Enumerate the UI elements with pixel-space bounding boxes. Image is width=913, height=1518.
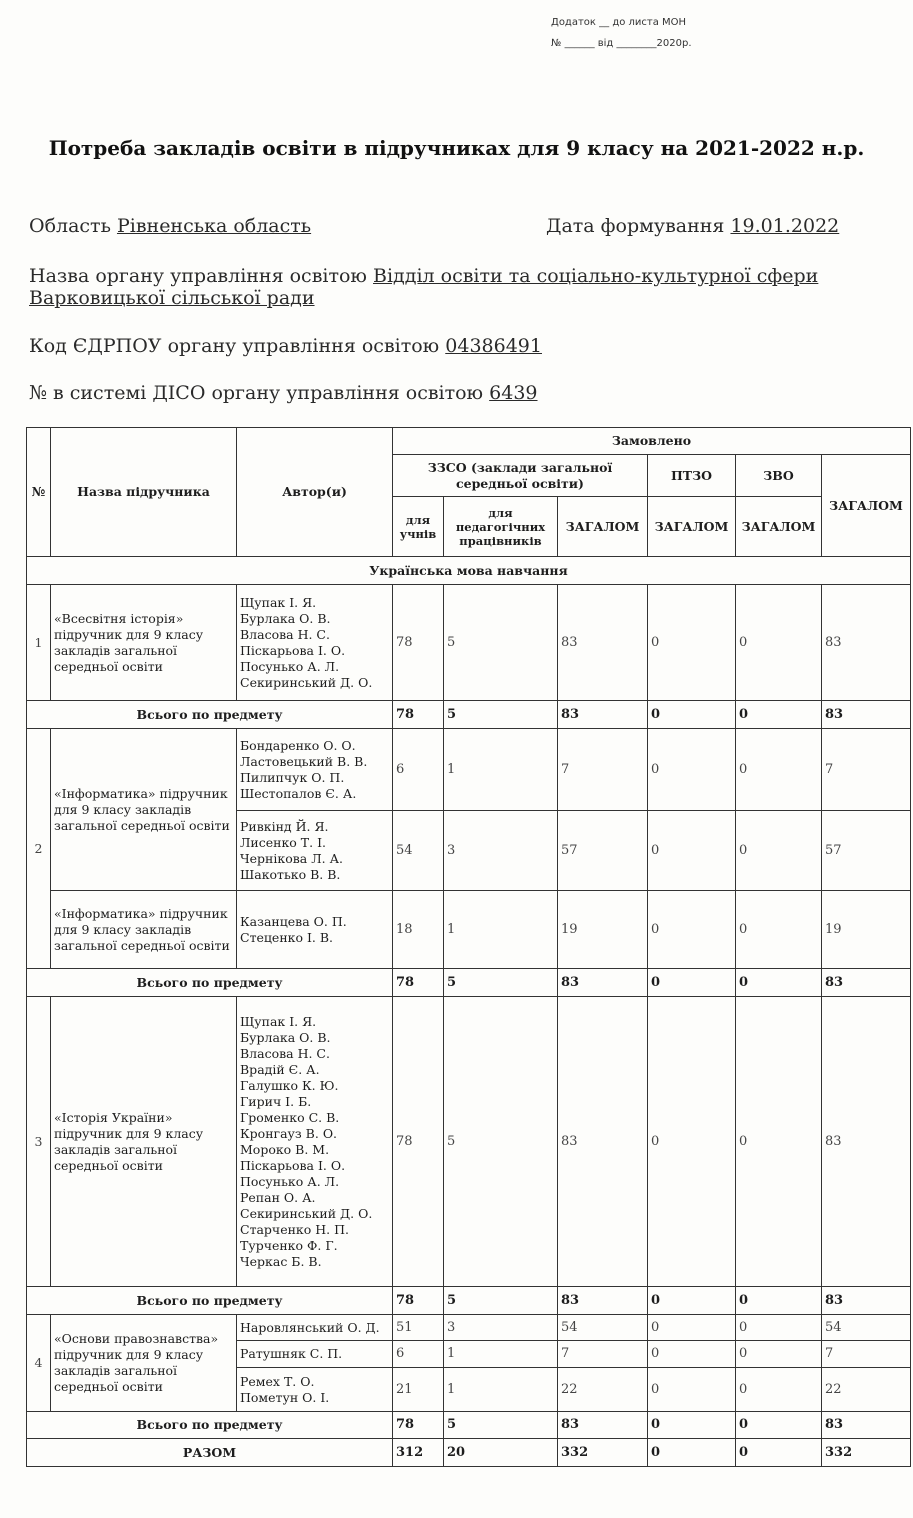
header-note — [551, 12, 692, 54]
total-zzso: 83 — [558, 1412, 648, 1439]
value-teachers: 3 — [444, 811, 558, 891]
diso-value: 6439 — [489, 382, 538, 404]
grand-zvo: 0 — [736, 1439, 822, 1467]
total-ptzo: 0 — [648, 701, 736, 729]
section-row: Українська мова навчання — [27, 557, 911, 585]
value-pupils: 54 — [393, 811, 444, 891]
value-pupils: 78 — [393, 585, 444, 701]
total-all: 83 — [822, 969, 911, 997]
value-zzso-total: 83 — [558, 585, 648, 701]
row-number: 1 — [27, 585, 51, 701]
grand-teachers: 20 — [444, 1439, 558, 1467]
table-row — [27, 585, 911, 701]
author: Власова Н. С. — [240, 626, 330, 642]
author: Бурлака О. В. — [240, 610, 331, 626]
value-pupils: 6 — [393, 1341, 444, 1368]
authority-label: Назва органу управління освітою — [29, 265, 367, 287]
col-header-zzso-total: ЗАГАЛОМ — [558, 497, 648, 557]
subject-total-label: Всього по предмету — [27, 1412, 393, 1439]
authors-cell — [237, 891, 393, 969]
edrpou-line — [29, 335, 542, 357]
value-teachers: 1 — [444, 1341, 558, 1368]
value-zzso-total: 83 — [558, 997, 648, 1287]
value-pupils: 78 — [393, 997, 444, 1287]
value-total: 83 — [822, 997, 911, 1287]
grand-pupils: 312 — [393, 1439, 444, 1467]
author: Власова Н. С. — [240, 1045, 330, 1061]
value-pupils: 18 — [393, 891, 444, 969]
author: Шестопалов Є. А. — [240, 785, 357, 801]
value-zvo: 0 — [736, 891, 822, 969]
total-teachers: 5 — [444, 969, 558, 997]
value-teachers: 1 — [444, 1368, 558, 1412]
author: Старченко Н. П. — [240, 1221, 349, 1237]
value-total: 83 — [822, 585, 911, 701]
value-zzso-total: 57 — [558, 811, 648, 891]
total-teachers: 5 — [444, 1287, 558, 1315]
page-title: Потреба закладів освіти в підручниках для 9 класу на 2021-2022 н.р. — [48, 136, 865, 160]
value-ptzo: 0 — [648, 811, 736, 891]
edrpou-label: Код ЄДРПОУ органу управління освітою — [29, 335, 440, 357]
total-zzso: 83 — [558, 701, 648, 729]
region-line — [29, 215, 311, 237]
value-zvo: 0 — [736, 1315, 822, 1341]
authority-line — [29, 265, 818, 309]
author: Пометун О. І. — [240, 1389, 330, 1405]
subject-total-label: Всього по предмету — [27, 969, 393, 997]
book-title: «Основи правознавства» підручник для 9 класу закладів загальної середньої освіти — [51, 1315, 237, 1412]
total-zzso: 83 — [558, 969, 648, 997]
author: Щупак І. Я. — [240, 1013, 317, 1029]
total-zvo: 0 — [736, 1287, 822, 1315]
authors-cell — [237, 729, 393, 811]
value-ptzo: 0 — [648, 729, 736, 811]
book-title: «Історія України» підручник для 9 класу закладів загальної середньої освіти — [51, 997, 237, 1287]
value-teachers: 1 — [444, 891, 558, 969]
author: Мороко В. М. — [240, 1141, 330, 1157]
author: Лисенко Т. І. — [240, 834, 326, 850]
author: Пилипчук О. П. — [240, 769, 345, 785]
value-total: 54 — [822, 1315, 911, 1341]
textbook-table — [26, 427, 911, 1467]
author: Бурлака О. В. — [240, 1029, 331, 1045]
subject-total-row — [27, 701, 911, 729]
author: Гирич І. Б. — [240, 1093, 312, 1109]
total-pupils: 78 — [393, 969, 444, 997]
col-header-name: Назва підручника — [51, 428, 237, 557]
value-zzso-total: 7 — [558, 1341, 648, 1368]
author: Турченко Ф. Г. — [240, 1237, 338, 1253]
author: Кронгауз В. О. — [240, 1125, 338, 1141]
value-zzso-total: 54 — [558, 1315, 648, 1341]
book-title: «Інформатика» підручник для 9 класу закладів загальної середньої освіти — [51, 891, 237, 969]
total-pupils: 78 — [393, 1287, 444, 1315]
authors-cell — [237, 1368, 393, 1412]
total-zvo: 0 — [736, 969, 822, 997]
grand-total-row — [27, 1439, 911, 1467]
subject-total-row — [27, 969, 911, 997]
col-header-zzso: ЗЗСО (заклади загальної середньої освіти) — [393, 455, 648, 497]
author: Стеценко І. В. — [240, 929, 333, 945]
col-header-zvo-total: ЗАГАЛОМ — [736, 497, 822, 557]
total-pupils: 78 — [393, 1412, 444, 1439]
value-ptzo: 0 — [648, 1341, 736, 1368]
value-total: 22 — [822, 1368, 911, 1412]
table-row — [27, 1315, 911, 1341]
col-header-no: № — [27, 428, 51, 557]
value-zzso-total: 7 — [558, 729, 648, 811]
authors-cell — [237, 585, 393, 701]
authors-cell — [237, 1315, 393, 1341]
author: Піскарьова І. О. — [240, 1157, 346, 1173]
value-ptzo: 0 — [648, 891, 736, 969]
total-ptzo: 0 — [648, 1287, 736, 1315]
value-zvo: 0 — [736, 811, 822, 891]
value-pupils: 6 — [393, 729, 444, 811]
value-zvo: 0 — [736, 997, 822, 1287]
col-header-teachers: для педагогічних працівників — [444, 497, 558, 557]
region-value: Рівненська область — [116, 215, 312, 237]
diso-line — [29, 382, 538, 404]
total-all: 83 — [822, 1287, 911, 1315]
value-total: 57 — [822, 811, 911, 891]
author: Ластовецький В. В. — [240, 753, 368, 769]
total-ptzo: 0 — [648, 1412, 736, 1439]
col-header-zvo: ЗВО — [736, 455, 822, 497]
total-zvo: 0 — [736, 701, 822, 729]
authority-value-2: Варковицької сільської ради — [29, 287, 315, 309]
value-zvo: 0 — [736, 1368, 822, 1412]
author: Посунько А. Л. — [240, 1173, 340, 1189]
table-row — [27, 729, 911, 811]
author: Ремех Т. О. — [240, 1373, 315, 1389]
date-value: 19.01.2022 — [730, 215, 840, 237]
value-teachers: 1 — [444, 729, 558, 811]
value-teachers: 3 — [444, 1315, 558, 1341]
value-zzso-total: 19 — [558, 891, 648, 969]
subject-total-label: Всього по предмету — [27, 1287, 393, 1315]
author: Посунько А. Л. — [240, 658, 340, 674]
author: Секиринський Д. О. — [240, 674, 373, 690]
total-teachers: 5 — [444, 701, 558, 729]
author: Секиринський Д. О. — [240, 1205, 373, 1221]
region-label: Область — [29, 215, 111, 237]
author: Врадій Є. А. — [240, 1061, 320, 1077]
col-header-ptzo-total: ЗАГАЛОМ — [648, 497, 736, 557]
total-teachers: 5 — [444, 1412, 558, 1439]
author: Галушко К. Ю. — [240, 1077, 339, 1093]
col-header-pupils: для учнів — [393, 497, 444, 557]
value-zvo: 0 — [736, 585, 822, 701]
value-ptzo: 0 — [648, 997, 736, 1287]
value-teachers: 5 — [444, 997, 558, 1287]
col-header-author: Автор(и) — [237, 428, 393, 557]
author: Ривкінд Й. Я. — [240, 818, 329, 834]
author: Шакотько В. В. — [240, 866, 341, 882]
value-total: 7 — [822, 1341, 911, 1368]
total-all: 83 — [822, 701, 911, 729]
grand-ptzo: 0 — [648, 1439, 736, 1467]
subject-total-row — [27, 1287, 911, 1315]
subject-total-label: Всього по предмету — [27, 701, 393, 729]
date-line — [546, 215, 839, 237]
total-pupils: 78 — [393, 701, 444, 729]
value-zvo: 0 — [736, 1341, 822, 1368]
total-zzso: 83 — [558, 1287, 648, 1315]
header-note-line1: Додаток __ до листа МОН — [551, 17, 687, 28]
value-ptzo: 0 — [648, 1315, 736, 1341]
edrpou-value: 04386491 — [445, 335, 542, 357]
col-header-ordered: Замовлено — [393, 428, 911, 455]
authors-cell — [237, 811, 393, 891]
grand-zzso: 332 — [558, 1439, 648, 1467]
author: Репан О. А. — [240, 1189, 316, 1205]
author: Піскарьова І. О. — [240, 642, 346, 658]
authority-value-1: Відділ освіти та соціально-культурної сфери — [373, 265, 819, 287]
row-number: 3 — [27, 997, 51, 1287]
total-all: 83 — [822, 1412, 911, 1439]
diso-label: № в системі ДІСО органу управління освітою — [29, 382, 484, 404]
authors-cell — [237, 997, 393, 1287]
subject-total-row — [27, 1412, 911, 1439]
grand-all: 332 — [822, 1439, 911, 1467]
total-ptzo: 0 — [648, 969, 736, 997]
author: Щупак І. Я. — [240, 594, 317, 610]
value-total: 7 — [822, 729, 911, 811]
row-number: 4 — [27, 1315, 51, 1412]
author: Черкас Б. В. — [240, 1253, 322, 1269]
author: Бондаренко О. О. — [240, 737, 356, 753]
value-total: 19 — [822, 891, 911, 969]
col-header-ptzo: ПТЗО — [648, 455, 736, 497]
total-zvo: 0 — [736, 1412, 822, 1439]
book-title: «Всесвітня історія» підручник для 9 класу закладів загальної середньої освіти — [51, 585, 237, 701]
grand-total-label: РАЗОМ — [27, 1439, 393, 1467]
col-header-total: ЗАГАЛОМ — [822, 455, 911, 557]
author: Наровлянський О. Д. — [240, 1319, 380, 1335]
value-ptzo: 0 — [648, 585, 736, 701]
author: Казанцева О. П. — [240, 913, 347, 929]
author: Громенко С. В. — [240, 1109, 340, 1125]
value-zvo: 0 — [736, 729, 822, 811]
authors-cell — [237, 1341, 393, 1368]
author: Ратушняк С. П. — [240, 1346, 343, 1361]
book-title: «Інформатика» підручник для 9 класу закладів загальної середньої освіти — [51, 729, 237, 891]
value-ptzo: 0 — [648, 1368, 736, 1412]
header-note-line2: № ______ від ________2020р. — [551, 38, 692, 49]
value-zzso-total: 22 — [558, 1368, 648, 1412]
date-label: Дата формування — [546, 215, 725, 237]
value-pupils: 51 — [393, 1315, 444, 1341]
row-number: 2 — [27, 729, 51, 969]
author: Чернікова Л. А. — [240, 850, 344, 866]
table-row — [27, 997, 911, 1287]
value-pupils: 21 — [393, 1368, 444, 1412]
table-row — [27, 891, 911, 969]
value-teachers: 5 — [444, 585, 558, 701]
